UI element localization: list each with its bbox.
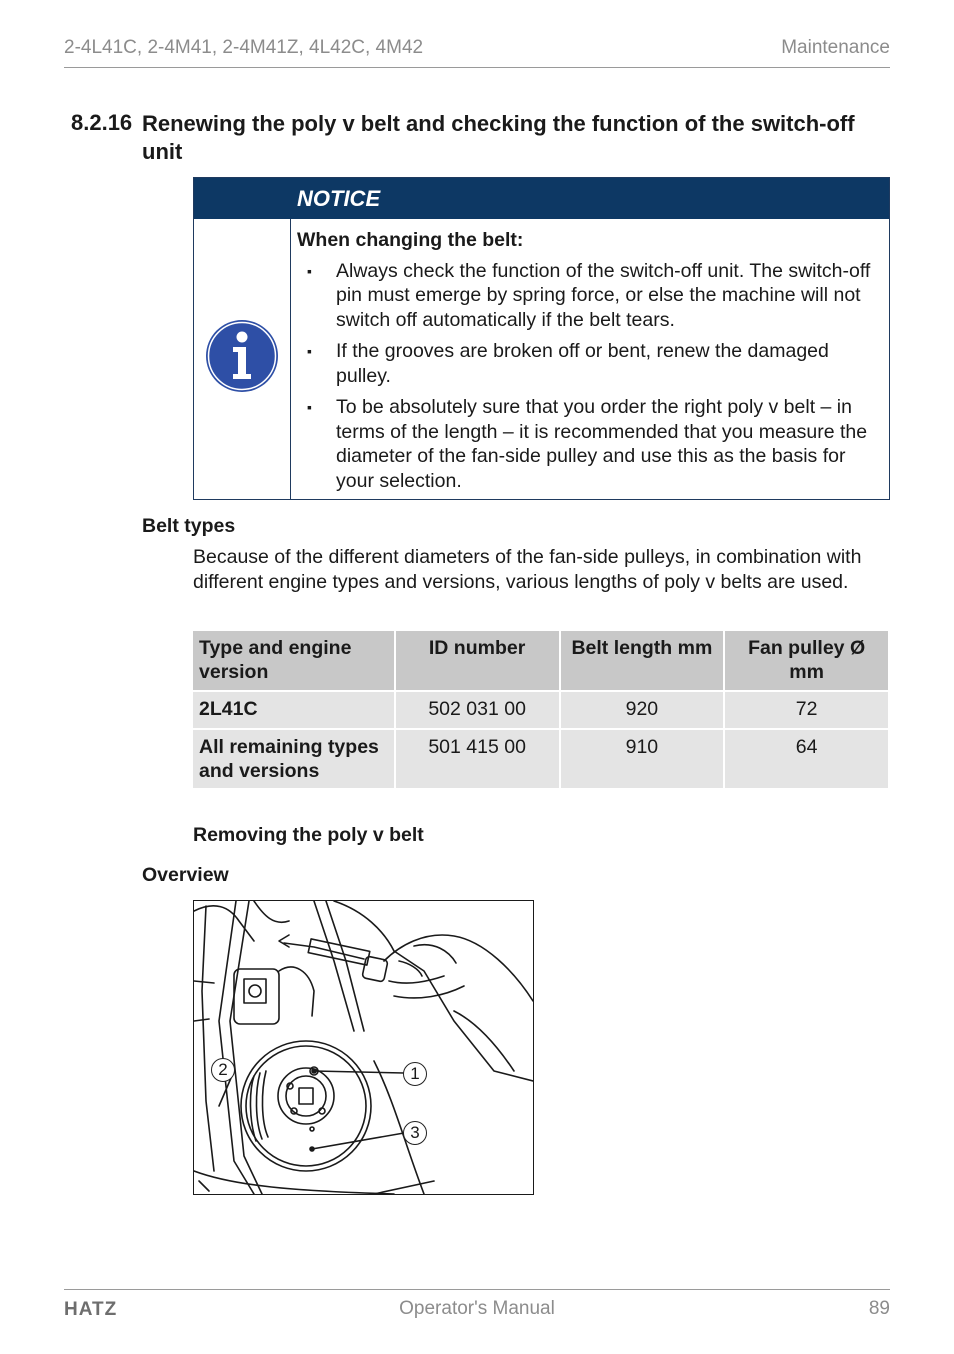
notice-bullet-text: To be absolutely sure that you order the right poly v belt – in terms of the length – it is recommended that you measure the diameter of the fan-side pulley and use this as the basis for your selection. xyxy=(336,396,868,492)
table-row xyxy=(193,729,889,789)
page-footer xyxy=(64,1289,890,1330)
belt-types-intro: Because of the different diameters of the fan-side pulleys, in combination with different engine types and versions, various lengths of poly v belts are used. xyxy=(193,546,862,593)
header-models: 2-4L41C, 2-4M41, 2-4M41Z, 4L42C, 4M42 xyxy=(64,37,424,58)
table-header-cell: ID number xyxy=(395,631,560,691)
overview-figure xyxy=(193,900,534,1195)
table-cell: 501 415 00 xyxy=(395,729,560,789)
notice-subtitle: When changing the belt: xyxy=(297,229,524,251)
notice-label: NOTICE xyxy=(297,186,381,211)
notice-bullet-text: If the grooves are broken off or bent, renew the damaged pulley. xyxy=(336,340,829,387)
footer-brand-logo: HATZ xyxy=(64,1299,118,1320)
notice-body xyxy=(297,228,882,500)
header-chapter: Maintenance xyxy=(781,37,890,58)
table-row xyxy=(193,691,889,729)
callout-1: 1 xyxy=(403,1062,427,1086)
table-cell: 502 031 00 xyxy=(395,691,560,729)
table-cell: 64 xyxy=(724,729,889,789)
belt-types-heading: Belt types xyxy=(142,515,236,537)
section-title: Renewing the poly v belt and checking the function of the switch-off unit xyxy=(142,111,855,164)
notice-icon-cell xyxy=(194,219,291,499)
belt-types-table xyxy=(193,631,890,790)
table-cell: 2L41C xyxy=(193,691,395,729)
notice-bullet-text: Always check the function of the switch-off unit. The switch-off pin must emerge by spring force, or else the machine will not switch off automatically if the belt tears. xyxy=(336,259,871,331)
bullet-mark: ▪ xyxy=(307,343,312,359)
table-cell: All remaining types and versions xyxy=(193,729,395,789)
section-number: 8.2.16 xyxy=(71,110,133,135)
info-icon xyxy=(205,319,279,393)
notice-bullet xyxy=(297,395,882,493)
table-header-row xyxy=(193,631,889,691)
removing-heading: Removing the poly v belt xyxy=(193,824,424,846)
page-header xyxy=(64,37,890,68)
notice-bullet xyxy=(297,339,882,388)
callout-3: 3 xyxy=(403,1121,427,1145)
table-header-cell: Belt length mm xyxy=(560,631,725,691)
table-header-cell: Type and engine version xyxy=(193,631,395,691)
table-cell: 920 xyxy=(560,691,725,729)
notice-header xyxy=(194,178,889,219)
table-header-cell: Fan pulley Ø mm xyxy=(724,631,889,691)
notice-box xyxy=(193,177,890,500)
notice-bullet xyxy=(297,259,882,333)
pulley-drawing xyxy=(194,901,533,1194)
table-cell: 910 xyxy=(560,729,725,789)
callout-2: 2 xyxy=(211,1058,235,1082)
bullet-mark: ▪ xyxy=(307,399,312,415)
footer-title: Operator's Manual xyxy=(399,1298,555,1319)
overview-heading: Overview xyxy=(142,864,229,886)
bullet-mark: ▪ xyxy=(307,262,312,279)
table-cell: 72 xyxy=(724,691,889,729)
page-number: 89 xyxy=(868,1298,890,1319)
